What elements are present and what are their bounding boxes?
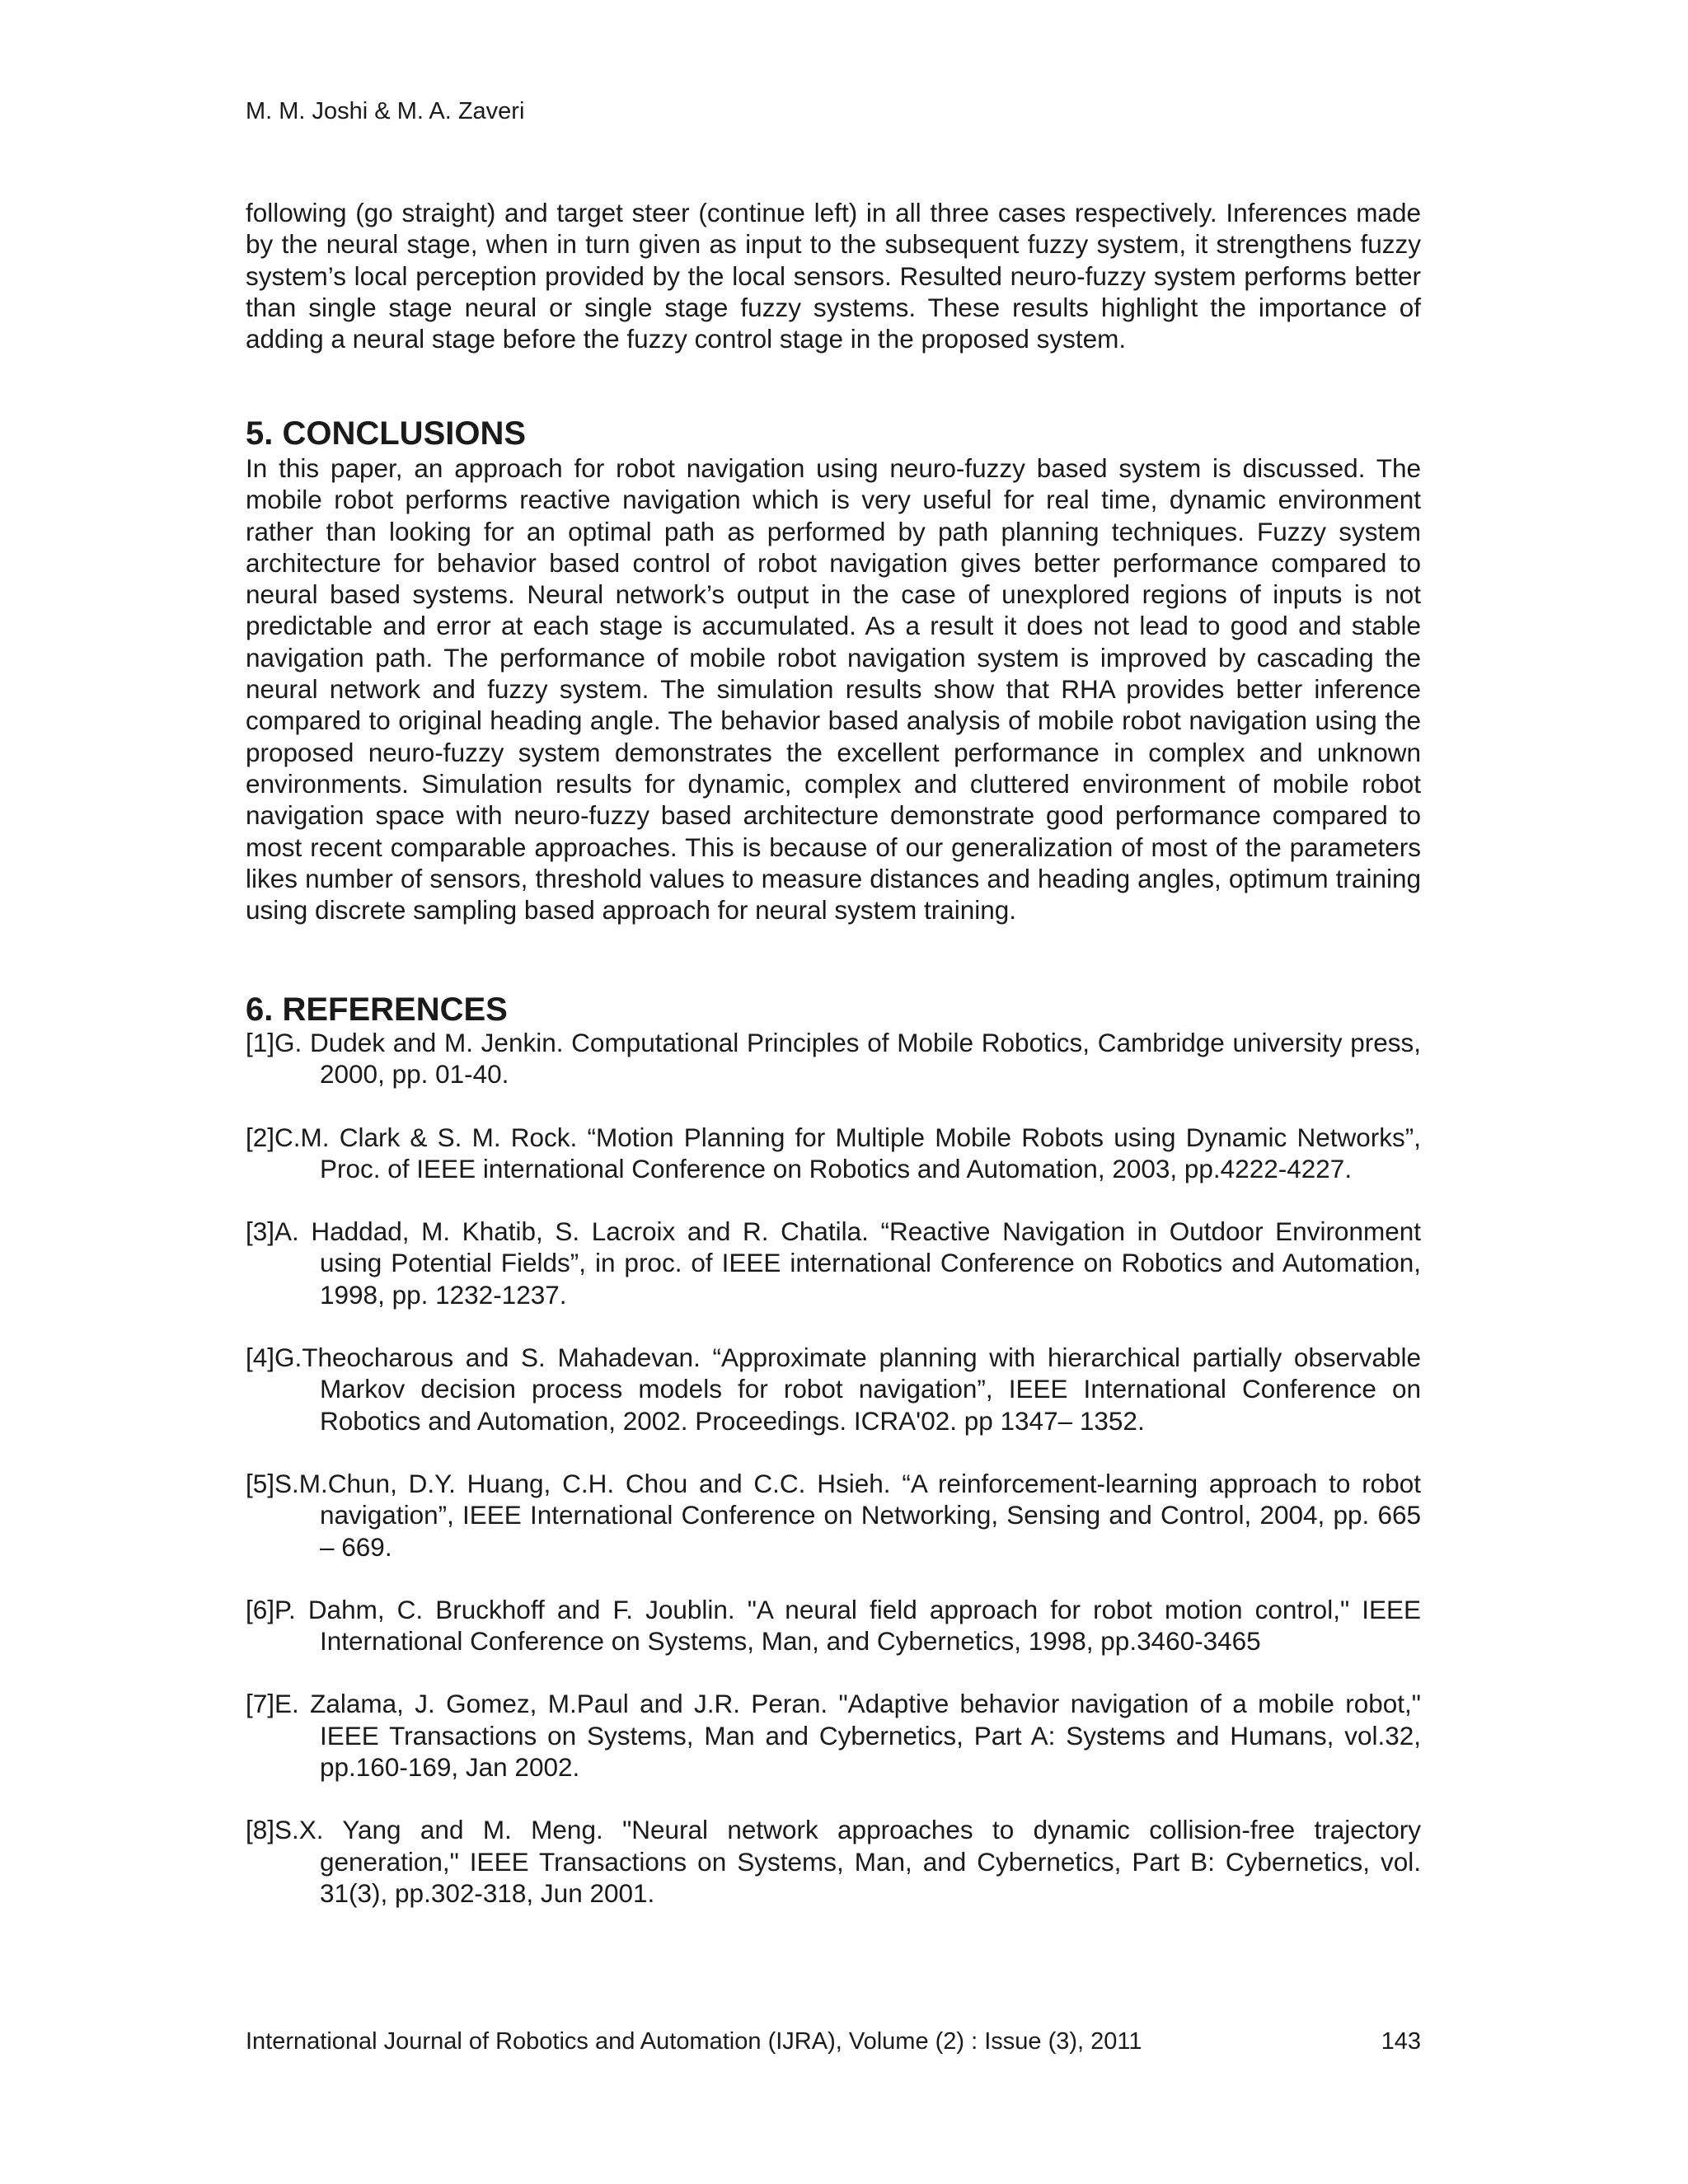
running-head: M. M. Joshi & M. A. Zaveri bbox=[246, 98, 525, 124]
reference-item: [1]G. Dudek and M. Jenkin. Computational Principles of Mobile Robotics, Cambridge university press, 2000, pp. 01-40. bbox=[246, 1028, 1421, 1090]
reference-item: [5]S.M.Chun, D.Y. Huang, C.H. Chou and C.C. Hsieh. “A reinforcement-learning approach to robot navigation”, IEEE International Conference on Networking, Sensing and Control, 2004, pp. 665 – 669. bbox=[246, 1468, 1421, 1562]
references-heading: 6. REFERENCES bbox=[246, 991, 508, 1028]
page-number: 143 bbox=[1381, 2028, 1421, 2055]
reference-item: [4]G.Theocharous and S. Mahadevan. “Approximate planning with hierarchical partially observable Markov decision process models for robot navigation”, IEEE International Conference on Robotics and Automation, 2002. Proceedings. ICRA'02. pp 1347– 1352. bbox=[246, 1343, 1421, 1436]
conclusions-heading: 5. CONCLUSIONS bbox=[246, 415, 527, 452]
reference-item: [8]S.X. Yang and M. Meng. "Neural network approaches to dynamic collision-free trajectory generation," IEEE Transactions on Systems, Man, and Cybernetics, Part B: Cybernetics, vol. 31(3), pp.302-318, Jun 2001. bbox=[246, 1815, 1421, 1908]
reference-item: [6]P. Dahm, C. Bruckhoff and F. Joublin. "A neural field approach for robot motion control," IEEE International Conference on Systems, Man, and Cybernetics, 1998, pp.3460-3465 bbox=[246, 1594, 1421, 1657]
reference-item: [7]E. Zalama, J. Gomez, M.Paul and J.R. Peran. "Adaptive behavior navigation of a mobile robot," IEEE Transactions on Systems, Man and Cybernetics, Part A: Systems and Humans, vol.32, pp.160-169, Jan 2002. bbox=[246, 1689, 1421, 1783]
footer-journal-citation: International Journal of Robotics and Automation (IJRA), Volume (2) : Issue (3), 2011 bbox=[246, 2028, 1142, 2055]
reference-item: [3]A. Haddad, M. Khatib, S. Lacroix and R. Chatila. “Reactive Navigation in Outdoor Environment using Potential Fields”, in proc. of IEEE international Conference on Robotics and Automation, 1998, pp. 1232-1237. bbox=[246, 1216, 1421, 1310]
paper-page bbox=[246, 0, 1421, 2184]
reference-item: [2]C.M. Clark & S. M. Rock. “Motion Planning for Multiple Mobile Robots using Dynamic Networks”, Proc. of IEEE international Conference on Robotics and Automation, 2003, pp.4222-4227. bbox=[246, 1122, 1421, 1183]
reference-list bbox=[246, 1027, 1421, 1940]
intro-paragraph: following (go straight) and target steer (continue left) in all three cases respectively. Inferences made by the neural stage, when in turn given as input to the subsequent fuzzy system, it strengthens fuzzy system’s local perception provided by the local sensors. Resulted neuro-fuzzy system performs better than single stage neural or single stage fuzzy systems. These results highlight the importance of adding a neural stage before the fuzzy control stage in the proposed system. bbox=[246, 198, 1421, 354]
conclusions-paragraph: In this paper, an approach for robot navigation using neuro-fuzzy based system is discussed. The mobile robot performs reactive navigation which is very useful for real time, dynamic environment rather than looking for an optimal path as performed by path planning techniques. Fuzzy system architecture for behavior based control of robot navigation gives better performance compared to neural based systems. Neural network’s output in the case of unexplored regions of inputs is not predictable and error at each stage is accumulated. As a result it does not lead to good and stable navigation path. The performance of mobile robot navigation system is improved by cascading the neural network and fuzzy system. The simulation results show that RHA provides better inference compared to original heading angle. The behavior based analysis of mobile robot navigation using the proposed neuro-fuzzy system demonstrates the excellent performance in complex and unknown environments. Simulation results for dynamic, complex and cluttered environment of mobile robot navigation space with neuro-fuzzy based architecture demonstrate good performance compared to most recent comparable approaches. This is because of our generalization of most of the parameters likes number of sensors, threshold values to measure distances and heading angles, optimum training using discrete sampling based approach for neural system training. bbox=[246, 453, 1421, 926]
